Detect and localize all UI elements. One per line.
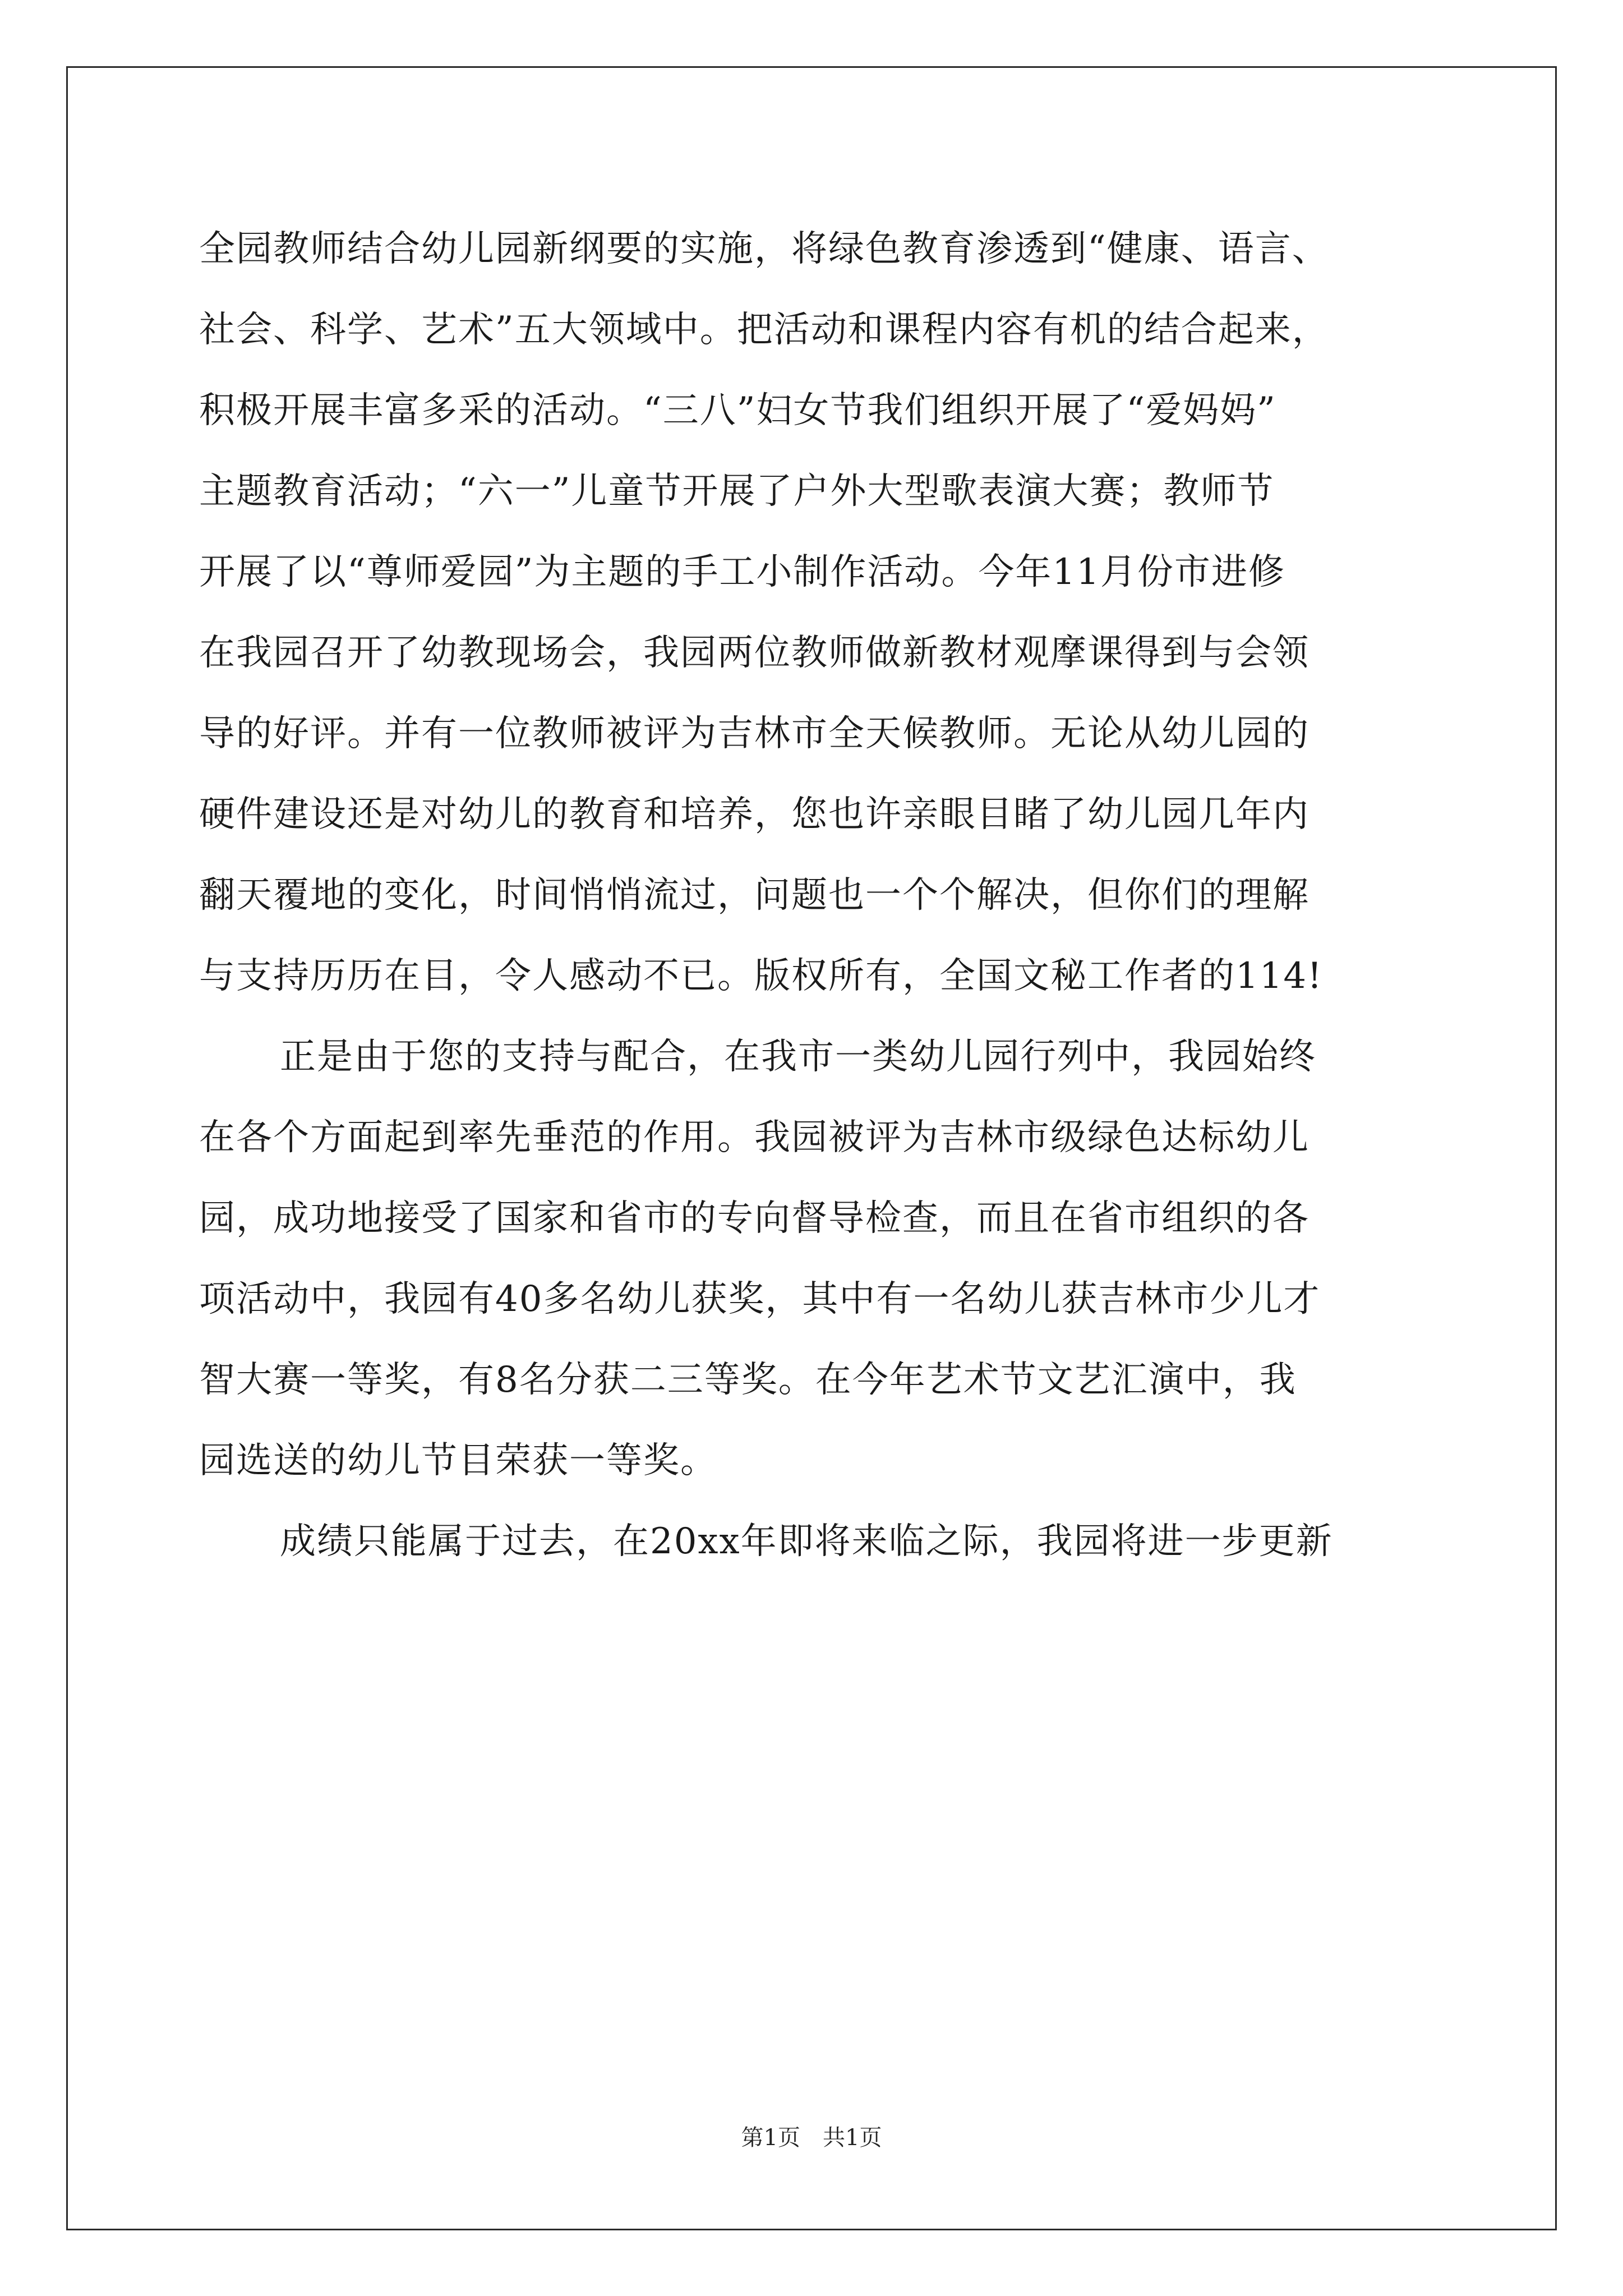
page-footer [0, 2121, 1623, 2155]
text-line: 导的好评。并有一位教师被评为吉林市全天候教师。无论从幼儿园的 [199, 713, 1310, 754]
paragraph-start-line: 成绩只能属于过去，在20xx年即将来临之际，我园将进一步更新 [280, 1521, 1333, 1562]
text-line: 主题教育活动；“六一”儿童节开展了户外大型歌表演大赛；教师节 [199, 471, 1275, 512]
text-line: 在我园召开了幼教现场会，我园两位教师做新教材观摩课得到与会领 [199, 632, 1310, 674]
text-line: 翻天覆地的变化，时间悄悄流过，问题也一个个解决，但你们的理解 [199, 875, 1310, 916]
text-line: 全园教师结合幼儿园新纲要的实施，将绿色教育渗透到“健康、语言、 [199, 228, 1329, 270]
paragraph-start-line: 正是由于您的支持与配合，在我市一类幼儿园行列中，我园始终 [280, 1036, 1316, 1078]
text-line: 智大赛一等奖，有8名分获二三等奖。在今年艺术节文艺汇演中，我 [199, 1359, 1297, 1401]
page-number-total: 共1页 [823, 2125, 882, 2151]
text-line: 园选送的幼儿节目荣获一等奖。 [199, 1440, 717, 1481]
text-line: 与支持历历在目，令人感动不已。版权所有，全国文秘工作者的114! [199, 955, 1323, 997]
text-line: 积极开展丰富多采的活动。“三八”妇女节我们组织开展了“爱妈妈” [199, 390, 1276, 431]
text-line: 社会、科学、艺术”五大领域中。把活动和课程内容有机的结合起来， [199, 309, 1329, 351]
page-number-current: 第1页 [741, 2125, 800, 2151]
text-line: 硬件建设还是对幼儿的教育和培养，您也许亲眼目睹了幼儿园几年内 [199, 794, 1310, 835]
text-line: 园，成功地接受了国家和省市的专向督导检查，而且在省市组织的各 [199, 1198, 1310, 1239]
text-line: 项活动中，我园有40多名幼儿获奖，其中有一名幼儿获吉林市少儿才 [199, 1278, 1321, 1320]
text-line: 开展了以“尊师爱园”为主题的手工小制作活动。今年11月份市进修 [199, 551, 1285, 593]
document-body [199, 209, 1427, 1582]
text-line: 在各个方面起到率先垂范的作用。我园被评为吉林市级绿色达标幼儿 [199, 1117, 1310, 1158]
